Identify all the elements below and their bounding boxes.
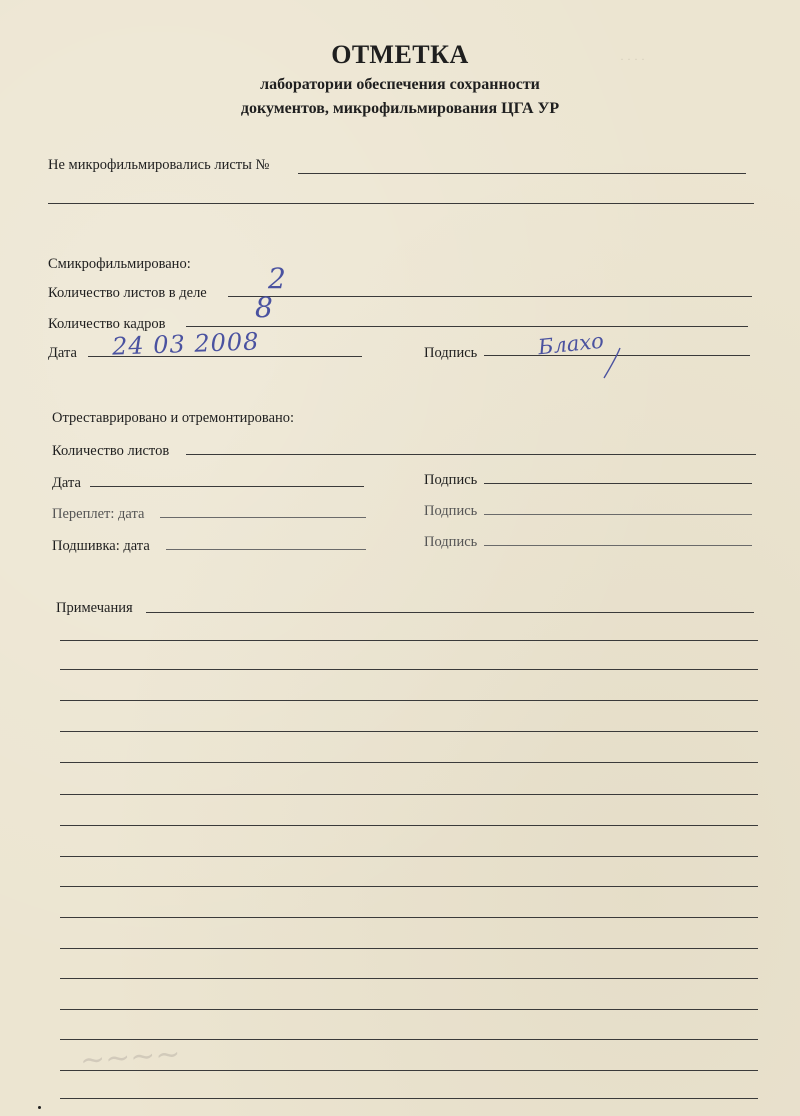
not-filmed-field[interactable] (298, 173, 746, 174)
filmed-frames-field[interactable] (186, 326, 748, 327)
notes-line[interactable] (60, 669, 758, 670)
filmed-sheets-field[interactable] (228, 296, 752, 297)
filmed-signature-value: Блахо (536, 328, 605, 360)
restored-signature-label: Подпись (424, 472, 478, 488)
filmed-signature-label: Подпись (424, 345, 478, 361)
notes-line[interactable] (60, 700, 758, 701)
notes-line[interactable] (60, 640, 758, 641)
notes-line[interactable] (60, 731, 758, 732)
stitching-signature-field[interactable] (484, 545, 752, 546)
notes-first-line[interactable] (146, 612, 754, 613)
notes-label: Примечания (56, 600, 133, 616)
stitching-date-label: Подшивка: дата (52, 538, 150, 554)
filmed-frames-value: 8 (255, 291, 273, 324)
notes-line[interactable] (60, 1009, 758, 1010)
notes-line[interactable] (60, 794, 758, 795)
not-filmed-label: Не микрофильмировались листы № (48, 157, 270, 173)
form-subtitle-line2: документов, микрофильмирования ЦГА УР (240, 100, 560, 117)
stitching-date-field[interactable] (166, 549, 366, 550)
filmed-frames-label: Количество кадров (48, 316, 166, 332)
notes-line[interactable] (60, 948, 758, 949)
signature-flourish (596, 346, 626, 380)
filmed-sheets-value: 2 (268, 262, 286, 295)
binding-signature-label: Подпись (424, 503, 478, 519)
binding-signature-field[interactable] (484, 514, 752, 515)
binding-date-label: Переплет: дата (52, 506, 145, 522)
filmed-date-label: Дата (48, 345, 77, 361)
notes-line[interactable] (60, 1098, 758, 1099)
stitching-signature-label: Подпись (424, 534, 478, 550)
notes-line[interactable] (60, 1039, 758, 1040)
form-subtitle-line1: лаборатории обеспечения сохранности (260, 76, 540, 93)
filmed-sheets-label: Количество листов в деле (48, 285, 207, 301)
notes-line[interactable] (60, 825, 758, 826)
filmed-date-value: 24 03 2008 (111, 327, 260, 361)
ink-speck (38, 1106, 41, 1109)
restored-sheets-field[interactable] (186, 454, 756, 455)
not-filmed-field-continuation[interactable] (48, 203, 754, 204)
notes-line[interactable] (60, 978, 758, 979)
bleed-through-handwriting: ~~~~ (78, 1036, 182, 1079)
restored-heading: Отреставрировано и отремонтировано: (52, 410, 295, 426)
notes-line[interactable] (60, 1070, 758, 1071)
bleed-through-mark: · · · · (620, 52, 645, 66)
notes-line[interactable] (60, 917, 758, 918)
restored-sheets-label: Количество листов (52, 443, 170, 459)
restored-date-label: Дата (52, 475, 81, 491)
form-title: ОТМЕТКА (331, 40, 469, 69)
notes-line[interactable] (60, 762, 758, 763)
binding-date-field[interactable] (160, 517, 366, 518)
restored-date-field[interactable] (90, 486, 364, 487)
restored-signature-field[interactable] (484, 483, 752, 484)
notes-line[interactable] (60, 856, 758, 857)
filmed-heading: Смикрофильмировано: (48, 256, 191, 272)
notes-line[interactable] (60, 886, 758, 887)
